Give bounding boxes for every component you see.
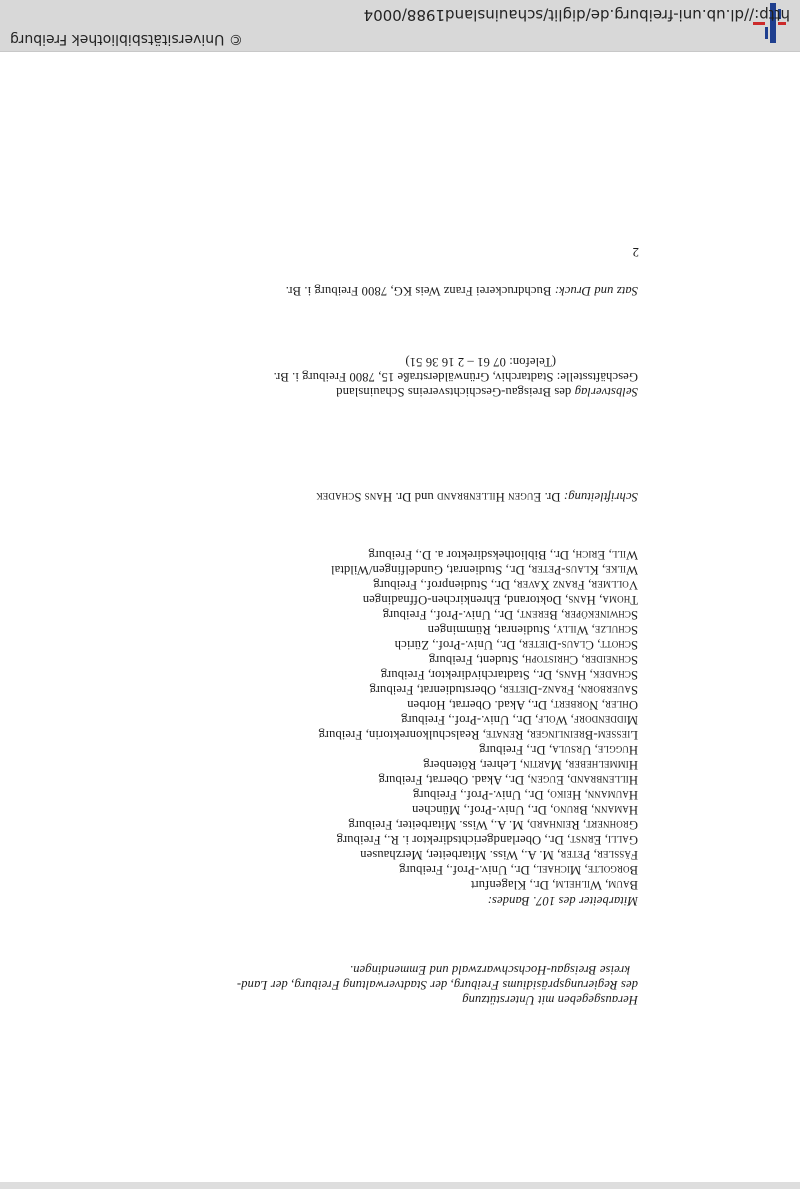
- contributor-name: Borgolte, Michael,: [532, 863, 638, 877]
- contributor-detail: Dr., Akad. Oberrat, Freiburg: [378, 773, 528, 787]
- contributor-name: Huggle, Ursula,: [548, 743, 638, 757]
- contributor-detail: Dr., Univ.-Prof., Zürich: [394, 638, 519, 652]
- publisher-line-1: des Regierungspräsidiums Freiburg, der Stadtverwaltung Freiburg, der Land-: [236, 978, 638, 992]
- contributor-detail: Dr., Oberlandgerichtsdirektor i. R., Freiburg: [336, 833, 567, 847]
- contributor-detail: Doktorand, Ehrenkirchen-Offnadingen: [362, 593, 566, 607]
- contributor-entry: [318, 652, 638, 667]
- contributor-name: Middendorf, Wolf,: [534, 713, 638, 727]
- top-edge-strip: [0, 1182, 800, 1189]
- print-text: Buchdruckerei Franz Weis KG, 7800 Freiburg i. Br.: [285, 284, 555, 298]
- contributor-name: Hamann, Bruno,: [550, 803, 638, 817]
- editorship-text-b: und Dr.: [392, 490, 438, 504]
- publisher-line-2: kreise Breisgau-Hochschwarzwald und Emmendingen.: [349, 963, 630, 977]
- page-number: 2: [632, 245, 639, 260]
- selfpub-label: Selbstverlag: [574, 385, 638, 399]
- contributor-detail: Dr., Univ.-Prof., Freiburg: [401, 713, 535, 727]
- contributor-entry: [318, 592, 638, 607]
- contributor-entry: [318, 547, 638, 562]
- contributor-detail: Lehrer, Rötenberg: [423, 758, 520, 772]
- contributor-name: Schwineköper, Berent,: [516, 608, 638, 622]
- contributor-entry: [318, 622, 638, 637]
- contributors-list: [318, 547, 638, 892]
- print-label: Satz und Druck:: [554, 284, 638, 298]
- contributor-detail: Dr., Univ.-Prof., Freiburg: [412, 788, 547, 802]
- contributor-name: Galli, Ernst,: [566, 833, 638, 847]
- contributor-name: Will, Erich,: [572, 548, 638, 562]
- contributor-detail: Oberstudienrat, Freiburg: [369, 683, 500, 697]
- contributor-name: Schneider, Christoph,: [521, 653, 638, 667]
- contributor-name: Schulze, Willy,: [553, 623, 638, 637]
- copyright-text: © Universitätsbibliothek Freiburg: [10, 31, 243, 47]
- editor-name-2: Hans Schadek: [316, 490, 393, 504]
- contributor-entry: [318, 817, 638, 832]
- contributor-name: Baum, Wilhelm,: [552, 878, 638, 892]
- contributor-entry: [318, 577, 638, 592]
- contributor-detail: Student, Freiburg: [428, 653, 522, 667]
- contributor-entry: [318, 682, 638, 697]
- contributor-detail: M. A., Wiss. Mitarbeiter, Freiburg: [348, 818, 527, 832]
- contributor-entry: [318, 697, 638, 712]
- editor-name-1: Eugen Hillenbrand: [437, 490, 542, 504]
- contributor-detail: Realschulkonrektorin, Freiburg: [318, 728, 483, 742]
- contributor-name: Wilke, Klaus-Peter,: [527, 563, 638, 577]
- contributor-name: Schott, Claus-Dieter,: [518, 638, 638, 652]
- contributor-detail: Dr., Stadtarchivdirektor, Freiburg: [380, 668, 556, 682]
- contributor-detail: Dr., Univ.-Prof., Freiburg: [399, 863, 533, 877]
- contributor-detail: M. A., Wiss. Mitarbeiter, Merzhausen: [360, 848, 558, 862]
- contributor-entry: [318, 757, 638, 772]
- footer-bar: [0, 0, 800, 52]
- editorship-line: [316, 489, 638, 504]
- contributor-name: Haumann, Heiko,: [546, 788, 638, 802]
- contributor-name: Thoma, Hans,: [565, 593, 638, 607]
- contributor-entry: [318, 712, 638, 727]
- contributor-name: Sauerborn, Franz-Dieter,: [499, 683, 638, 697]
- contributor-entry: [318, 832, 638, 847]
- contributor-name: Grohnert, Reinhard,: [526, 818, 638, 832]
- contributor-entry: [318, 727, 638, 742]
- contributor-entry: [318, 607, 638, 622]
- contributor-name: Liessem-Breinlinger, Renate,: [482, 728, 638, 742]
- contributor-detail: Dr., Studienprof., Freiburg: [373, 578, 514, 592]
- document-url-link[interactable]: http://dl.ub.uni-freiburg.de/diglit/schauinsland1988/0004: [363, 6, 790, 24]
- contributor-entry: [318, 772, 638, 787]
- contributor-entry: [318, 742, 638, 757]
- contributor-entry: [318, 667, 638, 682]
- contributor-entry: [318, 787, 638, 802]
- contributor-entry: [318, 637, 638, 652]
- contributor-entry: [318, 862, 638, 877]
- contributor-name: Ohler, Norbert,: [550, 698, 638, 712]
- office-line: Geschäftsstelle: Stadtarchiv, Grünwälderstraße 15, 7800 Freiburg i. Br.: [273, 370, 638, 384]
- contributor-name: Himmelheber, Martin,: [519, 758, 638, 772]
- contributor-detail: Studienrat, Rümmingen: [427, 623, 554, 637]
- contributor-entry: [318, 562, 638, 577]
- contributor-detail: Dr., Univ.-Prof., Freiburg: [382, 608, 517, 622]
- publisher-intro: Herausgegeben mit Unterstützung: [462, 993, 638, 1007]
- contributor-name: Hillenbrand, Eugen,: [527, 773, 638, 787]
- contributors-heading: Mitarbeiter des 107. Bandes:: [487, 894, 638, 908]
- contributor-name: Schadek, Hans,: [555, 668, 638, 682]
- selfpub-block: [273, 354, 638, 399]
- publisher-block: [237, 962, 638, 1007]
- editorship-text-a: Dr.: [541, 490, 564, 504]
- contributor-detail: Dr., Studienrat, Gundelfingen/Wildtal: [330, 563, 528, 577]
- contributor-entry: [318, 847, 638, 862]
- contributor-name: Vollmer, Franz Xaver,: [513, 578, 638, 592]
- selfpub-text: des Breisgau-Geschichtsvereins Schauinsland: [336, 385, 575, 399]
- editorship-label: Schriftleitung:: [563, 490, 638, 504]
- contributor-entry: [318, 802, 638, 817]
- contributor-detail: Dr., Freiburg: [479, 743, 549, 757]
- contributor-name: Fässler, Peter,: [557, 848, 638, 862]
- contributor-detail: Dr., Akad. Oberrat, Horben: [407, 698, 551, 712]
- contributor-detail: Dr., Univ.-Prof., München: [411, 803, 551, 817]
- contributor-detail: Dr., Klagenfurt: [470, 878, 553, 892]
- print-line: [286, 283, 638, 298]
- contributor-detail: Dr., Bibliotheksdirektor a. D., Freiburg: [368, 548, 573, 562]
- phone-line: (Telefon: 07 61 – 2 16 36 51): [405, 355, 556, 369]
- contributor-entry: [318, 877, 638, 892]
